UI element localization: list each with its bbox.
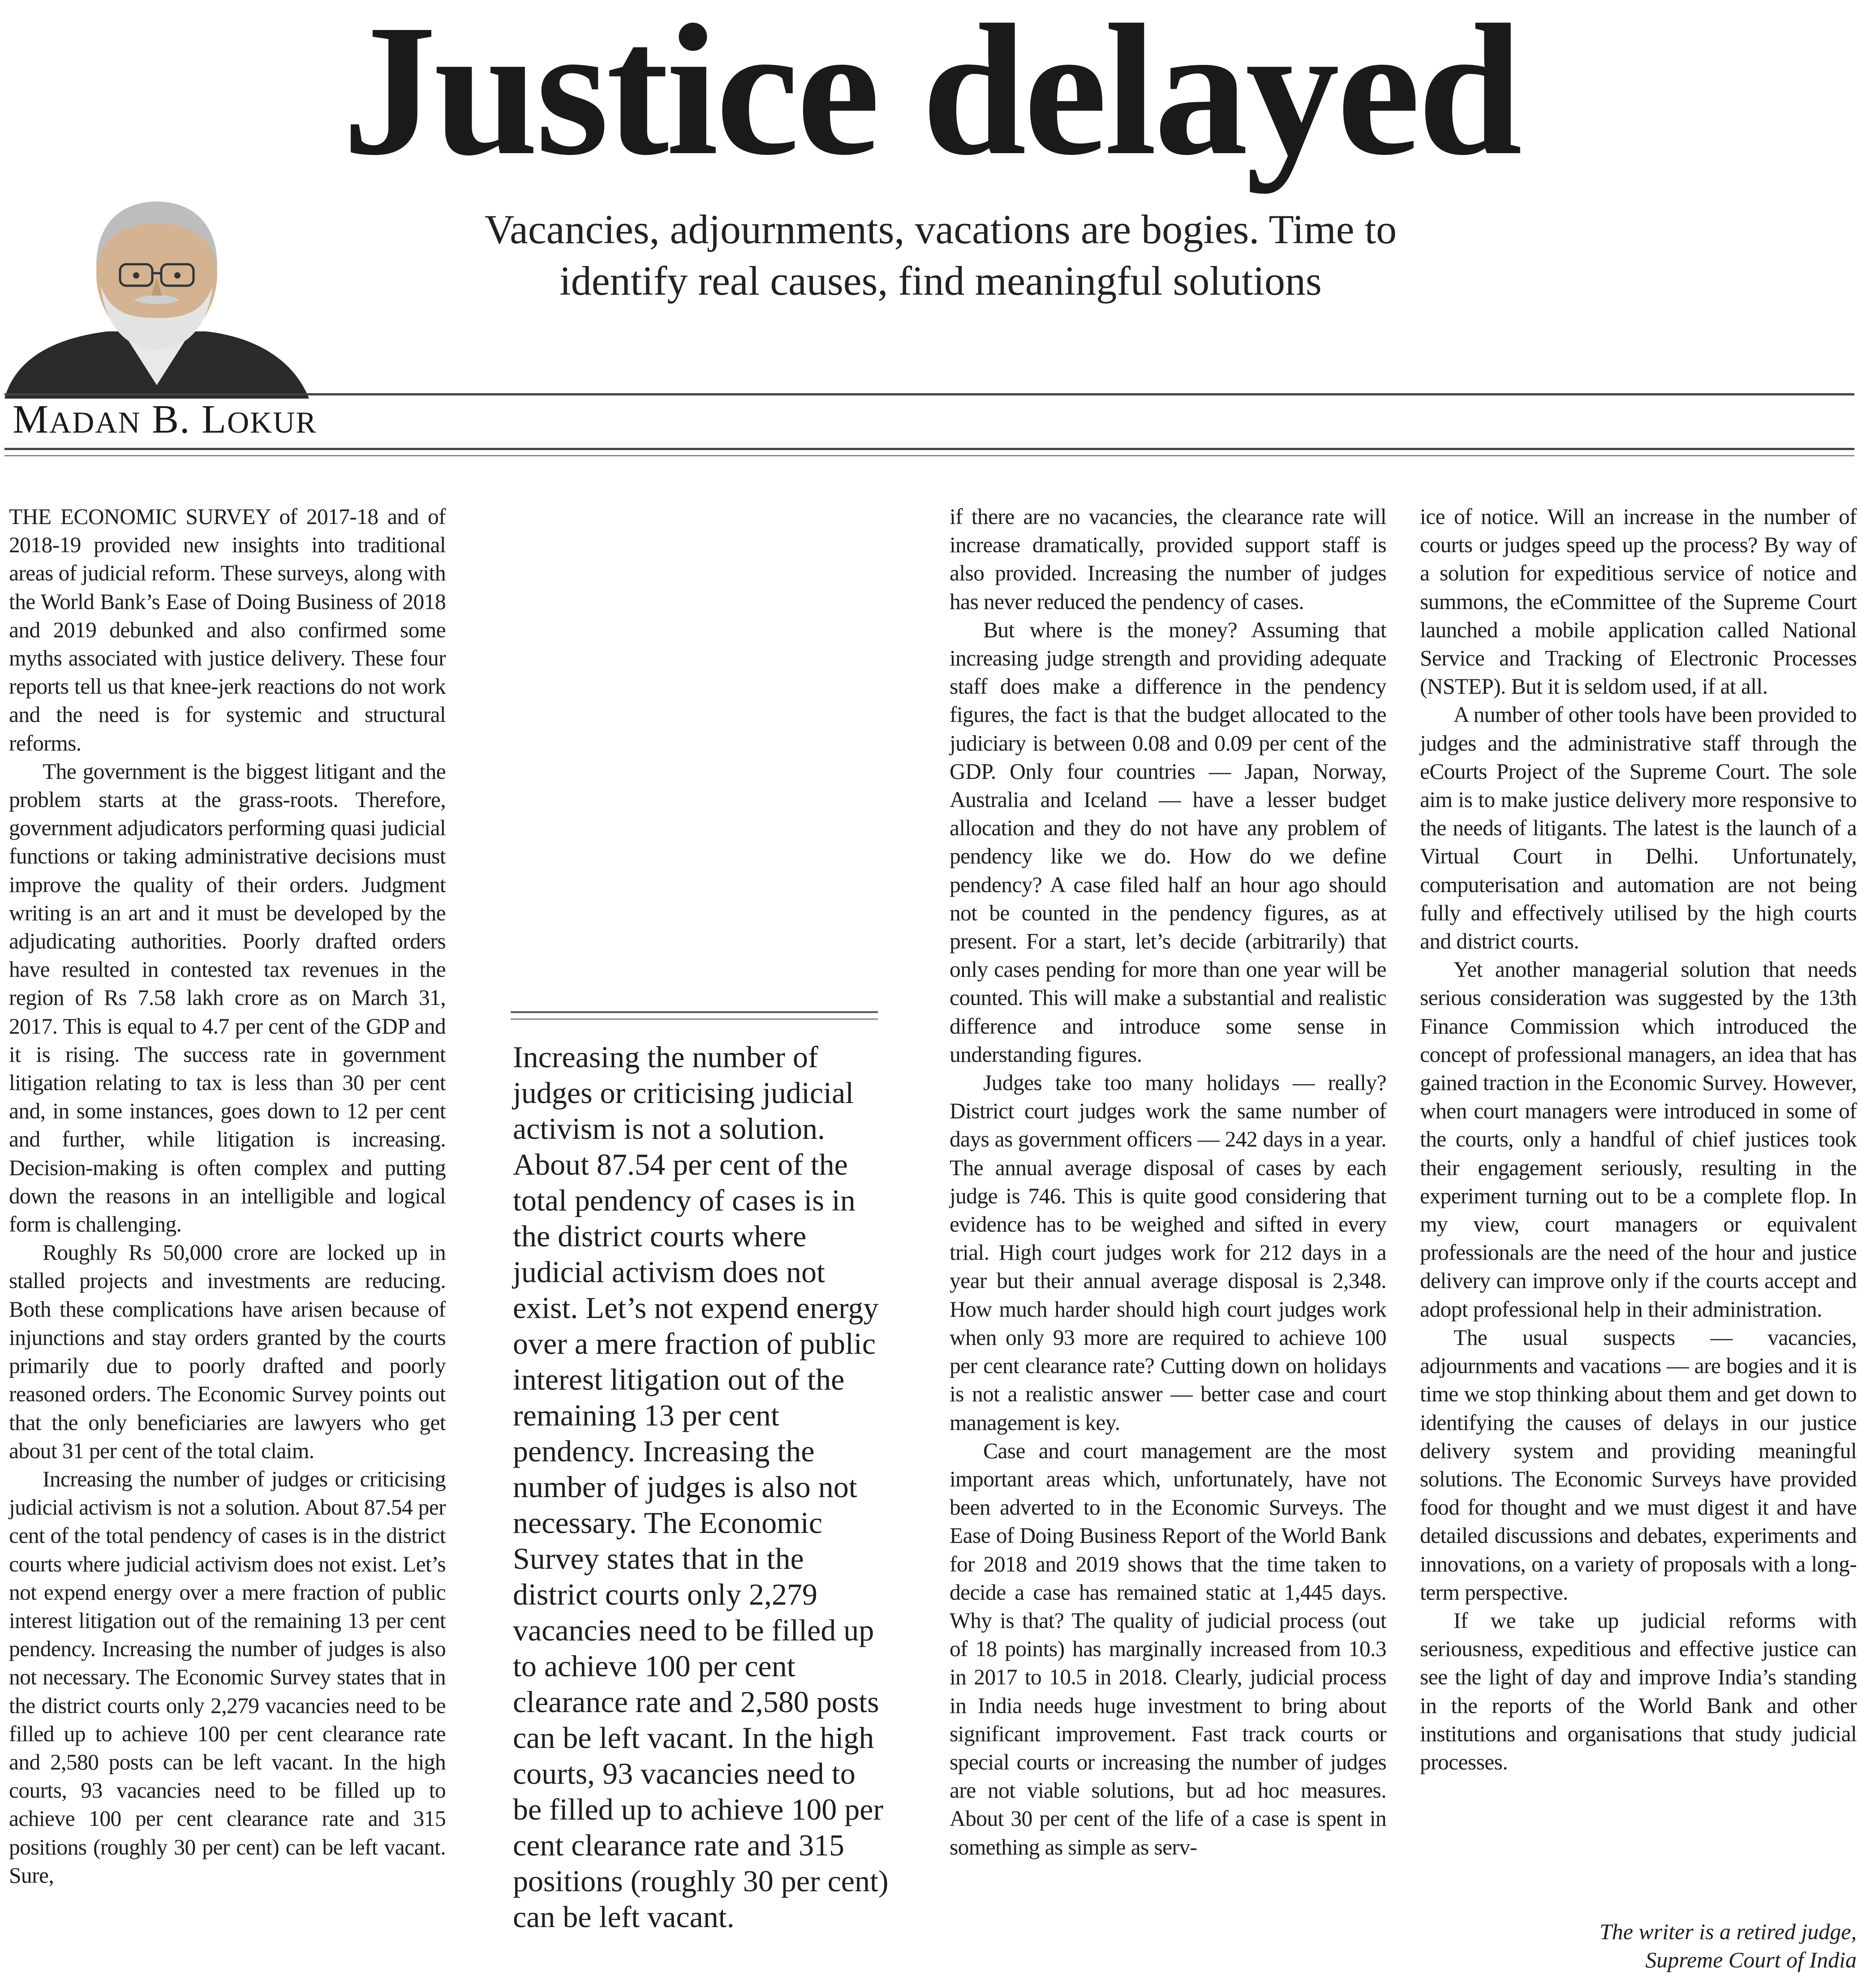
pull-quote-rule [511,1011,878,1013]
article-column-3 [950,502,1386,1861]
paragraph: Roughly Rs 50,000 crore are locked up in stalled projects and investments are reducing. Both these complications have arisen because of injunctions and stay orders granted by the courts primarily due to poorly drafted and poorly reasoned orders. The Economic Survey points out that the only beneficiaries are lawyers who get about 31 per cent of the total claim. [9,1240,446,1463]
paragraph: Case and court management are the most important areas which, unfortunately, have not been adverted to in the Economic Surveys. The Ease of Doing Business Report of the World Bank for 2018 and 2019 shows that the time taken to decide a case has remained static at 1,445 days. Why is that? The quality of judicial process (out of 18 points) has marginally increased from 10.3 in 2017 to 10.5 in 2018. Clearly, judicial process in India needs huge investment to bring about significant improvement. Fast track courts or special courts or increasing the number of judges are not viable solutions, but ad hoc measures. About 30 per cent of the life of a case is spent in something as simple as serv- [950,1438,1386,1859]
paragraph: If we take up judicial reforms with seriousness, expeditious and effective justice can see the light of day and improve India’s standing in the reports of the World Bank and other institutions and organisations that study judicial processes. [1420,1608,1857,1774]
pull-quote-rule-thin [511,1018,878,1020]
byline-last-initial: L [202,397,227,442]
pull-quote: Increasing the number of judges or criticising judicial activism is not a solution. About 87.54 per cent of the total pendency of cases is in the district courts where judicial activism does not exist. Let’s not expend energy over a mere fraction of public interest litigation out of the remaining 13 per cent pendency. Increasing the number of judges is also not necessary. The Economic Survey states that in the district courts only 2,279 vacancies need to be filled up to achieve 100 per cent clearance rate and 2,580 posts can be left vacant. In the high courts, 93 vacancies need to be filled up to achieve 100 per cent clearance rate and 315 positions (roughly 30 per cent) can be left vacant. [513,1040,889,1934]
byline-first-rest: ADAN [49,405,141,439]
paragraph: Yet another managerial solution that needs serious consideration was suggested by the 13th Finance Commission which introduced the concept of professional managers, an idea that has gained traction in the Economic Survey. However, when court managers were introduced in some of the courts, only a handful of chief justices took their engagement seriously, resulting in the experiment turning out to be a complete flop. In my view, court managers or equivalent professionals are the need of the hour and justice delivery can improve only if the courts accept and adopt professional help in their administration. [1420,957,1857,1322]
byline-middle: B. [151,397,191,442]
paragraph: A number of other tools have been provided to judges and the administrative staff through the eCourts Project of the Supreme Court. The sole aim is to make justice delivery more responsive to the needs of litigants. The latest is the launch of a Virtual Court in Delhi. Unfortunately, computerisation and automation are not being fully and effectively utilised by the high courts and district courts. [1420,702,1857,954]
paragraph: Judges take too many holidays — really? District court judges work the same number of days as government officers — 242 days in a year. The annual average disposal of cases by each judge is 746. This is quite good considering that evidence has to be weighed and sifted in every trial. High court judges work for 212 days in a year but their annual average disposal is 2,348. How much harder should high court judges work when only 93 more are required to achieve 100 per cent clearance rate? Cutting down on holidays is not a realistic answer — better case and court management is key. [950,1070,1386,1435]
standfirst: Vacancies, adjournments, vacations are bogies. Time to identify real causes, find meaningful solutions [484,206,1397,304]
byline-rule [4,448,1854,450]
paragraph: But where is the money? Assuming that increasing judge strength and providing adequate staff does make a difference in the pendency figures, the fact is that the budget allocated to the judiciary is between 0.08 and 0.09 per cent of the GDP. Only four countries — Japan, Norway, Australia and Iceland — have a lesser budget allocation and they do not have any problem of pendency like we do. How do we define pendency? A case filed half an hour ago should not be counted in the pendency figures, as at present. For a start, let’s decide (arbitrarily) that only cases pending for more than one year will be counted. This will make a substantial and realistic difference and introduce some sense in understanding figures. [950,617,1386,1067]
paragraph: The usual suspects — vacancies, adjournments and vacations — are bogies and it is time we stop thinking about them and get down to identifying the causes of delays in our justice delivery system and providing meaningful solutions. The Economic Surveys have provided food for thought and we must digest it and have detailed discussions and debates, experiments and innovations, on a variety of proposals with a long-term perspective. [1420,1325,1857,1605]
author-portrait [4,188,309,399]
writer-note-line-1: The writer is a retired judge, [1599,1919,1857,1944]
writer-note-line-2: Supreme Court of India [1645,1947,1857,1972]
byline [13,393,317,446]
byline-rule-thin [4,455,1854,456]
paragraph: THE ECONOMIC SURVEY of 2017-18 and of 2018-19 provided new insights into traditional areas of judicial reform. These surveys, along with the World Bank’s Ease of Doing Business of 2018 and 2019 debunked and also confirmed some myths associated with justice delivery. These four reports tell us that knee-jerk reactions do not work and the need is for systemic and structural reforms. [9,504,446,756]
article-column-4 [1420,502,1857,1776]
paragraph: if there are no vacancies, the clearance rate will increase dramatically, provided support staff is also provided. Increasing the number of judges has never reduced the pendency of cases. [950,504,1386,614]
byline-last-rest: OKUR [227,405,317,439]
paragraph: ice of notice. Will an increase in the number of courts or judges speed up the process? By way of a solution for expeditious service of notice and summons, the eCommittee of the Supreme Court launched a mobile application called National Service and Tracking of Electronic Processes (NSTEP). But it is seldom used, if at all. [1420,504,1857,699]
writer-note [1420,1918,1857,1974]
paragraph: The government is the biggest litigant and the problem starts at the grass-roots. Therefore, government adjudicators performing quasi judicial functions or taking administrative decisions must improve the quality of their orders. Judgment writing is an art and it must be developed by the adjudicating authorities. Poorly drafted orders have resulted in contested tax revenues in the region of Rs 7.58 lakh crore as on March 31, 2017. This is equal to 4.7 per cent of the GDP and it is rising. The success rate in government litigation relating to tax is less than 30 per cent and, in some instances, goes down to 12 per cent and further, while litigation is increasing. Decision-making is often complex and putting down the reasons in an intelligible and logical form is challenging. [9,759,446,1237]
paragraph: Increasing the number of judges or criticising judicial activism is not a solution. About 87.54 per cent of the total pendency of cases is in the district courts where judicial activism does not exist. Let’s not expend energy over a mere fraction of public interest litigation out of the remaining 13 per cent pendency. Increasing the number of judges is also not necessary. The Economic Survey states that in the district courts only 2,279 vacancies need to be filled up to achieve 100 per cent clearance rate and 2,580 posts can be left vacant. In the high courts, 93 vacancies need to be filled up to achieve 100 per cent clearance rate and 315 positions (roughly 30 per cent) can be left vacant. Sure, [9,1466,446,1888]
headline: Justice delayed [342,0,1520,194]
article-column-1 [9,502,446,1889]
byline-first-initial: M [13,397,50,442]
